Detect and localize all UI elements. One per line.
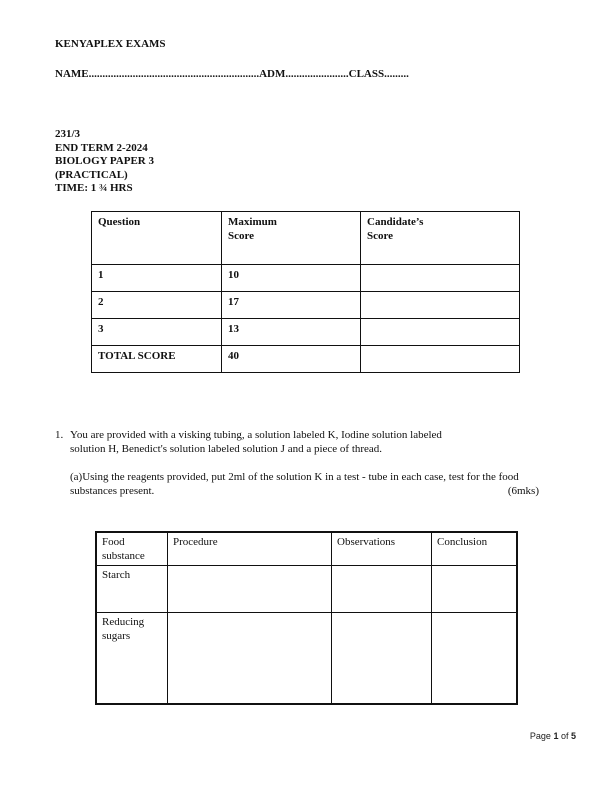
observations-cell[interactable] <box>332 566 432 613</box>
total-row <box>92 346 520 373</box>
table-row <box>96 613 517 705</box>
procedure-cell[interactable] <box>168 613 332 705</box>
table-row <box>96 566 517 613</box>
question-part-a: (a)Using the reagents provided, put 2ml of the solution K in a test - tube in each case, test for the food substances present. (6mks) <box>70 471 539 497</box>
header-food-substance: Food substance <box>96 532 168 566</box>
current-page: 1 <box>553 731 559 741</box>
candidate-score-cell[interactable] <box>361 292 520 319</box>
name-field[interactable]: .............................................................. <box>88 68 260 80</box>
question-number: 3 <box>92 319 222 346</box>
paper-subject: BIOLOGY PAPER 3 <box>55 155 155 167</box>
adm-field[interactable]: ....................... <box>285 68 349 80</box>
marks-label: (6mks) <box>507 485 539 497</box>
total-max-score: 40 <box>222 346 361 373</box>
adm-label: ADM <box>259 68 286 80</box>
max-score: 17 <box>222 292 361 319</box>
school-title: KENYAPLEX EXAMS <box>55 38 166 50</box>
question-number: 2 <box>92 292 222 319</box>
paper-time: TIME: 1 ¾ HRS <box>55 182 133 194</box>
total-label: TOTAL SCORE <box>92 346 222 373</box>
paper-info <box>55 128 154 196</box>
page-number: Page 1 of 5 <box>529 731 576 741</box>
paper-code: 231/3 <box>55 128 81 140</box>
paper-term: END TERM 2-2024 <box>55 141 148 154</box>
max-score: 10 <box>222 265 361 292</box>
header-question: Question <box>92 212 222 265</box>
header-observations: Observations <box>332 532 432 566</box>
header-candidate-score: Candidate’s Score <box>361 212 520 265</box>
header-max-score: Maximum Score <box>222 212 361 265</box>
score-table-header <box>92 212 520 265</box>
food-table-header <box>96 532 517 566</box>
max-score: 13 <box>222 319 361 346</box>
table-row <box>92 265 520 292</box>
question-1 <box>55 428 575 498</box>
total-pages: 5 <box>570 731 576 741</box>
candidate-details-line <box>55 68 409 81</box>
class-label: CLASS <box>348 68 385 80</box>
header-procedure: Procedure <box>168 532 332 566</box>
candidate-score-cell[interactable] <box>361 265 520 292</box>
question-number: 1. <box>55 429 64 441</box>
observations-cell[interactable] <box>332 613 432 705</box>
score-table <box>91 211 520 373</box>
food-substance-cell: Starch <box>96 566 168 613</box>
food-substance-cell: Reducing sugars <box>96 613 168 705</box>
conclusion-cell[interactable] <box>432 613 518 705</box>
question-text: You are provided with a visking tubing, a solution labeled K, Iodine solution labeled solution H, Benedict's solution labeled solution J and a piece of thread. <box>70 429 442 455</box>
food-test-table <box>95 531 518 705</box>
candidate-score-cell[interactable] <box>361 319 520 346</box>
total-candidate-score-cell[interactable] <box>361 346 520 373</box>
paper-type: (PRACTICAL) <box>55 168 128 181</box>
conclusion-cell[interactable] <box>432 566 518 613</box>
table-row <box>92 319 520 346</box>
table-row <box>92 292 520 319</box>
procedure-cell[interactable] <box>168 566 332 613</box>
name-label: NAME <box>55 68 89 80</box>
header-conclusion: Conclusion <box>432 532 518 566</box>
class-field[interactable]: ......... <box>384 68 409 80</box>
question-number: 1 <box>92 265 222 292</box>
